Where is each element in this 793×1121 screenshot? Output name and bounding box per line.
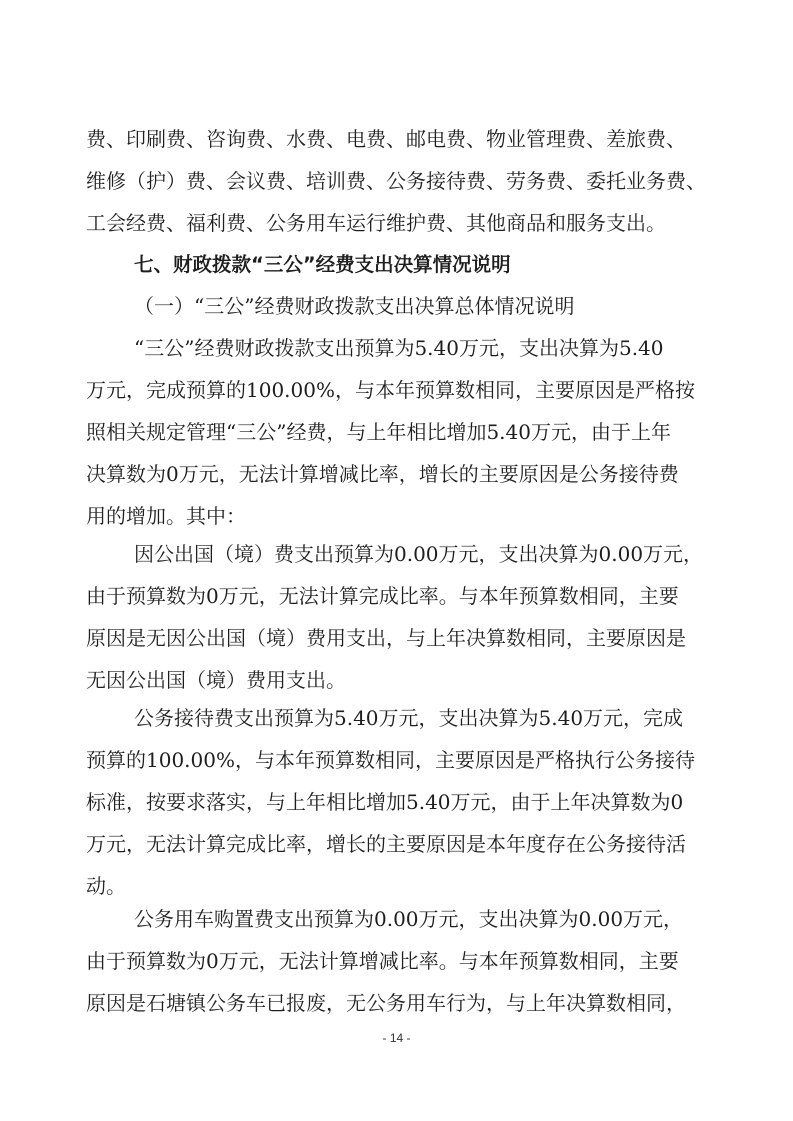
section-heading — [86, 244, 706, 286]
paragraph-expense-list — [86, 118, 706, 244]
text-line: 因公出国（境）费支出预算为0.00万元，支出决算为0.00万元， — [134, 542, 704, 566]
paragraph-reception — [86, 697, 706, 907]
text-line: 由于预算数为0万元，无法计算完成比率。与本年预算数相同，主要 — [86, 584, 679, 608]
text-line: 照相关规定管理“三公”经费，与上年相比增加5.40万元，由于上年 — [86, 420, 671, 444]
text-line: 原因是无因公出国（境）费用支出，与上年决算数相同，主要原因是 — [86, 626, 686, 650]
text-line: 原因是石塘镇公务车已报废，无公务用车行为，与上年决算数相同， — [86, 991, 686, 1015]
text-line: 动。 — [86, 874, 126, 898]
text-line: 标准，按要求落实，与上年相比增加5.40万元，由于上年决算数为0 — [86, 790, 684, 814]
text-line: 万元，完成预算的100.00%，与本年预算数相同，主要原因是严格按 — [86, 378, 695, 402]
text-line: 万元，无法计算完成比率，增长的主要原因是本年度存在公务接待活 — [86, 832, 686, 856]
paragraph-overseas-travel — [86, 533, 706, 701]
text-line: 预算的100.00%，与本年预算数相同，主要原因是严格执行公务接待 — [86, 748, 695, 772]
text-line: “三公”经费财政拨款支出预算为5.40万元，支出决算为5.40 — [134, 336, 664, 360]
heading-text: 七、财政拨款“三公”经费支出决算情况说明 — [134, 253, 511, 276]
text-line: 维修（护）费、会议费、培训费、公务接待费、劳务费、委托业务费、 — [86, 169, 706, 193]
page-number: - 14 - — [382, 1031, 411, 1045]
text-line: 公务用车购置费支出预算为0.00万元，支出决算为0.00万元， — [134, 907, 684, 931]
text-line: 费、印刷费、咨询费、水费、电费、邮电费、物业管理费、差旅费、 — [86, 127, 686, 151]
text-line: 决算数为0万元，无法计算增减比率，增长的主要原因是公务接待费 — [86, 462, 679, 486]
text-line: 公务接待费支出预算为5.40万元，支出决算为5.40万元，完成 — [134, 706, 684, 730]
subsection-heading — [86, 285, 706, 327]
text-line: 无因公出国（境）费用支出。 — [86, 668, 346, 692]
text-line: 工会经费、福利费、公务用车运行维护费、其他商品和服务支出。 — [86, 211, 666, 235]
text-line: 由于预算数为0万元，无法计算增减比率。与本年预算数相同，主要 — [86, 949, 679, 973]
text-line: 用的增加。其中： — [86, 504, 246, 528]
paragraph-vehicle-purchase — [86, 898, 706, 1024]
paragraph-overall — [86, 327, 706, 537]
subheading-text: （一）“三公”经费财政拨款支出决算总体情况说明 — [134, 294, 575, 318]
